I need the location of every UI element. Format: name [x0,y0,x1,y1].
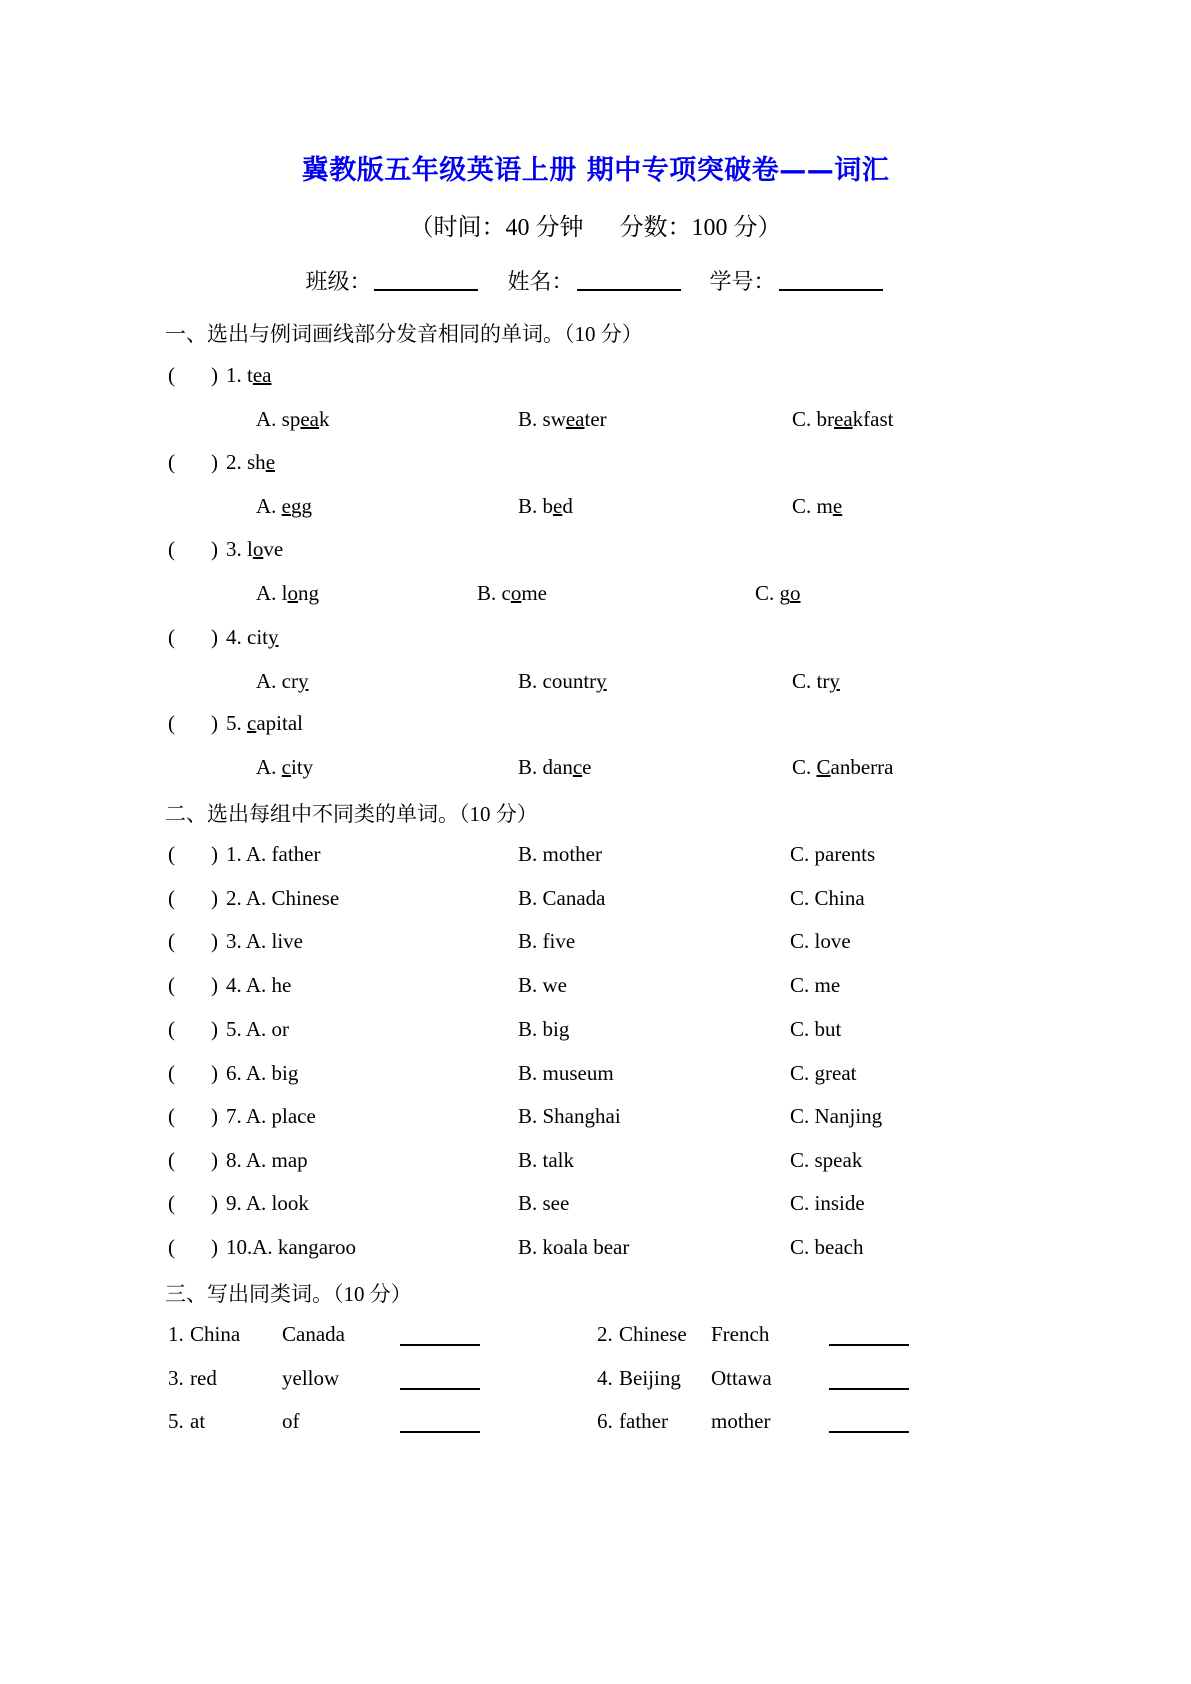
student-id-blank[interactable] [779,289,883,291]
question-1-4-option-b[interactable] [518,669,607,694]
option-underlined: e [832,494,843,518]
question-1-3-option-c[interactable] [755,581,801,606]
question-2-3-option-b[interactable]: B. five [518,929,576,953]
answer-box-1-4[interactable]: ( ) [168,625,218,649]
class-blank[interactable] [374,289,478,291]
q-number: 2. [226,886,242,910]
option-post: kfast [852,407,894,431]
option-text: A. live [245,929,303,953]
word-1: red [190,1366,217,1390]
option-underlined: e [281,494,291,518]
exam-meta-line [0,207,1191,242]
question-1-3-option-b[interactable] [477,581,547,606]
option-underlined: y [596,669,607,693]
stem-underlined: y [268,625,279,649]
student-identity-line [0,265,1191,296]
question-1-5-option-a[interactable] [256,755,313,780]
question-1-4-stem [226,625,279,650]
question-2-2-option-b[interactable]: B. Canada [518,886,606,910]
answer-box-1-1[interactable]: ( ) [168,363,218,387]
answer-box-2-8[interactable]: ( ) [168,1148,218,1172]
q-number: 8. [226,1148,242,1172]
question-2-7-option-a[interactable] [226,1104,316,1129]
question-2-7-option-b[interactable]: B. Shanghai [518,1104,621,1128]
option-text: A. Chinese [245,886,340,910]
option-underlined: ea [300,407,320,431]
option-letter: C. [792,755,812,779]
item-number: 2. [597,1322,613,1346]
answer-box-2-1[interactable]: ( ) [168,842,218,866]
option-letter: B. [518,407,538,431]
question-1-2-option-c[interactable] [792,494,842,519]
word-2: yellow [282,1366,340,1390]
answer-box-2-5[interactable]: ( ) [168,1017,218,1041]
question-2-1-option-a[interactable] [226,842,320,867]
option-pre: br [816,407,835,431]
question-2-5-option-c[interactable]: C. but [790,1017,842,1041]
question-1-1-stem [226,363,272,388]
option-pre: g [779,581,791,605]
option-post: ity [291,755,314,779]
q-number: 5. [226,1017,242,1041]
option-letter: A. [256,755,277,779]
answer-blank-4[interactable] [829,1388,909,1390]
option-pre: l [281,581,288,605]
option-letter: B. [518,755,538,779]
q-number: 9. [226,1191,242,1215]
stem-post: apital [256,711,303,735]
stem-underlined: e [265,450,276,474]
item-number: 4. [597,1366,613,1390]
question-1-1-option-b[interactable] [518,407,607,432]
answer-blank-3[interactable] [400,1388,480,1390]
option-text: A. big [245,1061,299,1085]
word-2: mother [711,1409,771,1433]
question-2-8-option-b[interactable]: B. talk [518,1148,574,1172]
word-2: of [282,1409,300,1433]
fill-in-row-1 [168,1322,480,1347]
question-2-9-option-a[interactable] [226,1191,309,1216]
option-letter: C. [792,407,812,431]
option-pre: dan [542,755,573,779]
name-blank[interactable] [577,289,681,291]
option-letter: A. [256,494,277,518]
option-text: A. father [245,842,321,866]
question-2-6-option-c[interactable]: C. great [790,1061,857,1085]
word-1: father [619,1409,668,1433]
option-text: A. place [245,1104,316,1128]
q-number: 7. [226,1104,242,1128]
fill-in-row-3 [168,1366,480,1391]
option-underlined: y [298,669,309,693]
option-pre: countr [542,669,597,693]
question-2-10-option-c[interactable]: C. beach [790,1235,864,1259]
exam-time: （时间：40 分钟 [409,215,584,241]
option-underlined: y [829,669,840,693]
question-2-4-option-a[interactable] [226,973,291,998]
answer-blank-1[interactable] [400,1344,480,1346]
question-2-7-option-c[interactable]: C. Nanjing [790,1104,883,1128]
option-underlined: o [510,581,522,605]
section-3-heading: 三、写出同类词。（10 分） [165,1282,412,1306]
word-2: French [711,1322,770,1346]
q-number: 10. [226,1235,253,1259]
answer-box-2-2[interactable]: ( ) [168,886,218,910]
student-id-field [710,265,886,296]
question-2-6-option-a[interactable] [226,1061,298,1086]
question-1-2-stem [226,450,275,475]
option-letter: A. [256,669,277,693]
question-2-8-option-a[interactable] [226,1148,308,1173]
option-pre: cr [281,669,298,693]
question-1-1-option-a[interactable] [256,407,330,432]
question-2-6-option-b[interactable]: B. museum [518,1061,614,1085]
answer-box-2-6[interactable]: ( ) [168,1061,218,1085]
option-post: anberra [830,755,894,779]
stem-underlined: o [252,537,264,561]
question-1-3-option-a[interactable] [256,581,319,606]
question-1-2-option-a[interactable] [256,494,312,519]
option-letter: C. [792,494,812,518]
answer-box-2-3[interactable]: ( ) [168,929,218,953]
answer-blank-6[interactable] [829,1431,909,1433]
answer-box-2-9[interactable]: ( ) [168,1191,218,1215]
answer-box-2-7[interactable]: ( ) [168,1104,218,1128]
word-1: Chinese [619,1322,687,1346]
answer-box-2-4[interactable]: ( ) [168,973,218,997]
option-letter: A. [256,581,277,605]
question-2-9-option-c[interactable]: C. inside [790,1191,865,1215]
question-1-4-option-a[interactable] [256,669,309,694]
question-1-3-stem [226,537,283,562]
q-number: 5. [226,711,242,735]
option-underlined: C [816,755,831,779]
stem-underlined: c [247,711,257,735]
fill-in-row-6 [597,1409,909,1434]
item-number: 3. [168,1366,184,1390]
option-post: ng [298,581,320,605]
option-underlined: o [287,581,299,605]
stem-pre: t [247,363,253,387]
word-2: Ottawa [711,1366,772,1390]
option-underlined: o [790,581,801,605]
option-letter: B. [477,581,497,605]
student-id-label: 学号： [709,269,776,294]
section-1-heading: 一、选出与例词画线部分发音相同的单词。（10 分） [165,322,643,346]
option-underlined: e [553,494,563,518]
stem-pre: sh [247,450,266,474]
option-post: me [521,581,547,605]
name-field [507,265,683,296]
question-2-5-option-a[interactable] [226,1017,289,1042]
option-text: A. look [245,1191,309,1215]
option-letter: C. [755,581,775,605]
option-underlined: ea [565,407,585,431]
word-2: Canada [282,1322,345,1346]
exam-score: 分数：100 分） [619,215,782,241]
stem-pre: cit [247,625,268,649]
q-number: 3. [226,537,242,561]
question-1-5-stem [226,711,303,736]
answer-box-1-3[interactable]: ( ) [168,537,218,561]
answer-blank-2[interactable] [829,1344,909,1346]
stem-pre: l [247,537,253,561]
option-post: k [319,407,330,431]
question-2-1-option-c[interactable]: C. parents [790,842,876,866]
option-post: d [562,494,573,518]
question-1-4-option-c[interactable] [792,669,840,694]
word-1: Beijing [619,1366,681,1390]
q-number: 4. [226,973,242,997]
option-letter: A. [256,407,277,431]
q-number: 2. [226,450,242,474]
question-2-10-option-b[interactable]: B. koala bear [518,1235,630,1259]
question-1-5-option-c[interactable] [792,755,893,780]
fill-in-row-5 [168,1409,480,1434]
q-number: 1. [226,363,242,387]
stem-post: ve [263,537,284,561]
option-letter: B. [518,494,538,518]
question-2-10-option-a[interactable] [226,1235,356,1260]
item-number: 5. [168,1409,184,1433]
option-text: A. he [245,973,292,997]
option-pre: b [542,494,554,518]
answer-blank-5[interactable] [400,1431,480,1433]
word-1: China [190,1322,241,1346]
question-2-3-option-c[interactable]: C. love [790,929,851,953]
answer-box-2-10[interactable]: ( ) [168,1235,218,1259]
question-2-4-option-b[interactable]: B. we [518,973,567,997]
question-2-1-option-b[interactable]: B. mother [518,842,602,866]
option-pre: sp [281,407,301,431]
question-2-5-option-b[interactable]: B. big [518,1017,570,1041]
option-text: A. kangaroo [252,1235,357,1259]
option-underlined: c [572,755,583,779]
question-2-9-option-b[interactable]: B. see [518,1191,570,1215]
stem-underlined: ea [252,363,272,387]
question-2-3-option-a[interactable] [226,929,303,954]
question-1-2-option-b[interactable] [518,494,573,519]
answer-box-1-5[interactable]: ( ) [168,711,218,735]
option-pre: tr [816,669,830,693]
option-text: A. or [245,1017,290,1041]
option-post: gg [291,494,312,518]
class-field [305,265,481,296]
option-underlined: ea [834,407,853,431]
answer-box-1-2[interactable]: ( ) [168,450,218,474]
question-2-4-option-c[interactable]: C. me [790,973,841,997]
name-label: 姓名： [507,269,574,294]
question-2-8-option-c[interactable]: C. speak [790,1148,863,1172]
option-post: e [582,755,592,779]
q-number: 6. [226,1061,242,1085]
section-2-heading: 二、选出每组中不同类的单词。（10 分） [165,802,538,826]
item-number: 1. [168,1322,184,1346]
question-2-2-option-c[interactable]: C. China [790,886,865,910]
q-number: 3. [226,929,242,953]
option-pre: m [816,494,833,518]
option-underlined: c [281,755,291,779]
question-1-1-option-c[interactable] [792,407,894,432]
option-letter: B. [518,669,538,693]
q-number: 1. [226,842,242,866]
fill-in-row-2 [597,1322,909,1347]
option-pre: c [501,581,511,605]
page-title: 冀教版五年级英语上册 期中专项突破卷——词汇 [301,155,890,186]
word-1: at [190,1409,206,1433]
option-letter: C. [792,669,812,693]
fill-in-row-4 [597,1366,909,1391]
q-number: 4. [226,625,242,649]
question-2-2-option-a[interactable] [226,886,339,911]
option-text: A. map [245,1148,308,1172]
question-1-5-option-b[interactable] [518,755,592,780]
option-pre: sw [542,407,566,431]
item-number: 6. [597,1409,613,1433]
class-label: 班级： [305,269,372,294]
option-post: ter [584,407,607,431]
